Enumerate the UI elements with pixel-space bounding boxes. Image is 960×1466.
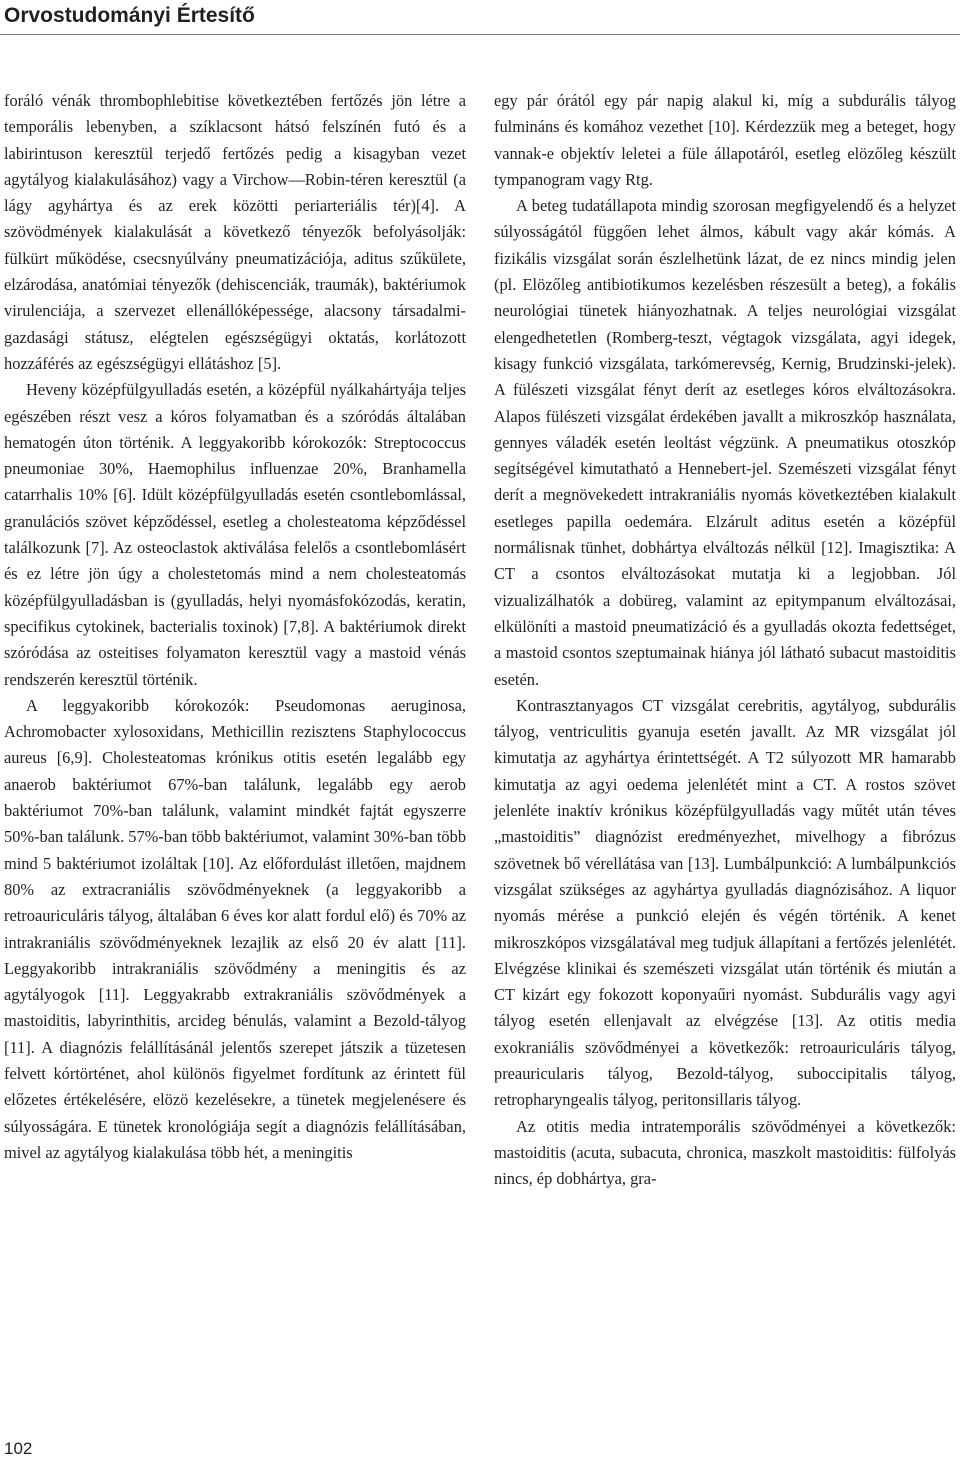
left-text-column (4, 88, 466, 1166)
body-paragraph: Heveny középfülgyulladás esetén, a középfül nyálkahártyája teljes egészében részt vesz a kóros folyamatban és a szóródás általában hematogén úton történik. A leggyakoribb kórokozók: Streptococcus pneumoniae 30%, Haemophilus influenzae 20%, Branhamella catarrhalis 10% [6]. Idült középfülgyulladás esetén csontlebomlással, granulációs szövet képződéssel, esetleg a cholesteatoma képződéssel találkozunk [7]. Az osteoclastok aktiválása felelős a csontlebomlásért és ez létre jön úgy a cholestetomás mind a nem cholesteatomás középfülgyulladásban is (gyulladás, helyi nyomásfokózodás, keratin, specifikus cytokinek, bacterialis toxinok) [7,8]. A baktériumok direkt szóródása az osteitises folyamaton keresztül vagy a mastoid vénás rendszerén keresztül történik. (4, 380, 466, 689)
body-paragraph: A beteg tudatállapota mindig szorosan megfigyelendő és a helyzet súlyosságától függően lehet álmos, kábult vagy akár kómás. A fizikális vizsgálat során észlelhetünk lázat, de ez nincs mindig jelen (pl. Elözőleg antibiotikumos kezelésben részesült a beteg), a fokális neurológiai tünetek hiányozhatnak. A teljes neurológiai vizsgálat elengedhetetlen (Romberg-teszt, végtagok vizsgálata, agyi idegek, kisagy funkció vizsgálata, tarkómerevség, Kernig, Brudzinski-jelek). A fülészeti vizsgálat fényt derít az esetleges kóros elváltozásokra. Alapos fülészeti vizsgálat érdekében javallt a mikroszkóp használata, gennyes váladék esetén leoltást végzünk. A pneumatikus otoszkóp segítségével kimutatható a Hennebert-jel. Szemészeti vizsgálat fényt derít a megnövekedett intrakraniális nyomás következtében kialakult esetleges papilla oedemára. Elzárult aditus esetén a középfül normálisnak tünhet, dobhártya elváltozás nélkül [12]. Imagisztika: A CT a csontos elváltozásokat mutatja ki a legjobban. Jól vizualizálhatók a dobüreg, valamint az epitympanum elváltozásai, elkülöníti a mastoid pneumatizáció és a gyulladás okozta fedettséget, a mastoid csontos szeptumainak hiánya jól látható subacut mastoiditis esetén. (494, 196, 956, 689)
page-number: 102 (4, 1439, 33, 1458)
body-paragraph: A leggyakoribb kórokozók: Pseudomonas aeruginosa, Achromobacter xylosoxidans, Methicillin rezisztens Staphylococcus aureus [6,9]. Cholesteatomas krónikus otitis esetén legalább egy anaerob baktériumot 67%-ban találunk, legalább egy aerob baktériumot 70%-ban találunk, valamint mindkét fajtát egyszerre 50%-ban találunk. 57%-ban több baktériumot, valamint 30%-ban több mind 5 baktériumot izoláltak [10]. Az előfordulást illetően, majdnem 80% az extracraniális szövődményeknek (a leggyakoribb a retroauriculáris tályog, általában 6 éves kor alatt fordul elő) és 70% az intrakraniális szövődményeknek lezajlik az első 20 év alatt [11]. Leggyakoribb intrakraniális szövődmény a meningitis és az agytályogok [11]. Leggyakrabb extrakraniális szövődmények a mastoiditis, labyrinthitis, arcideg bénulás, valamint a Bezold-tályog [11]. A diagnózis felállításánál jelentős szerepet játszik a tüzetesen felvett kórtörténet, ahol különös figyelmet fordítunk az érintett fül előzetes értékelésére, elözö kezelésekre, a tünetek megjelenésere és súlyosságára. E tünetek kronológiája segít a diagnózis felállításában, mivel az agytályog kialakulása több hét, a meningitis (4, 695, 467, 1162)
body-paragraph: Az otitis media intratemporális szövődményei a következők: mastoiditis (acuta, subacuta, chronica, maszkolt mastoiditis: fülfolyás nincs, ép dobhártya, gra- (494, 1116, 956, 1189)
header-divider (0, 34, 960, 35)
body-paragraph: egy pár órától egy pár napig alakul ki, míg a subdurális tályog fulmináns és komához vezethet [10]. Kérdezzük meg a beteget, hogy vannak-e objektív leletei a füle állapotáról, esetleg elözőleg készült tympanogram vagy Rtg. (494, 91, 956, 189)
body-paragraph: foráló vénák thrombophlebitise következtében fertőzés jön létre a temporális lebenyben, a szíklacsont hátsó felszínén futó és a labirintuson keresztül terjedő fertőzés pedig a kisagyban vezet agytályog kialakulásához) vagy a Virchow—Robin-téren keresztül (a lágy agyhártya és az erek közötti periarteriális tér)[4]. A szövödmények kialakulását a következő tényezők befolyásolják: fülkürt működése, csecsnyúlvány pneumatizációja, aditus szűkülete, elzárodása, anatómiai tényezők (dehiscenciák, traumák), baktériumok virulenciája, a szervezet ellenállóképessége, alacsony társadalmi-gazdasági státusz, elégtelen egészségügyi oktatás, korlátozott hozzáférés az egészségügyi ellátáshoz [5]. (4, 91, 466, 373)
body-paragraph: Kontrasztanyagos CT vizsgálat cerebritis, agytályog, subdurális tályog, ventriculitis gyanuja esetén javallt. Az MR vizsgálat jól kimutatja az agyhártya érintettségét. A T2 súlyozott MR hamarabb kimutatja az agyi oedema jelenlétét mint a CT. A rostos szövet jelenléte inaktív krónikus középfülgyulladás vagy műtét után téves „mastoiditis” diagnózist eredményezhet, mivelhogy a fibrózus szövetnek bő vérellátása van [13]. Lumbálpunkció: A lumbálpunkciós vizsgálat szükséges az agyhártya gyulladás diagnózisához. A liquor nyomás mérése a punkció elején és végén történik. A kenet mikroszkópos vizsgálatával meg tudjuk állapítani a fertőzés jelenlétét. Elvégzése klinikai és szemészeti vizsgálat után történik és miután a CT kizárt egy fokozott koponyaűri nyomást. Subdurális vagy agyi tályog esetén ellenjavalt az elvégzése [13]. Az otitis media exokraniális szövődményei a következők: retroauriculáris tályog, preauricularis tályog, Bezold-tályog, suboccipitalis tályog, retropharyngealis tályog, peritonsillaris tályog. (494, 695, 956, 1110)
journal-title: Orvostudományi Értesítő (4, 4, 255, 27)
right-text-column (494, 88, 956, 1192)
